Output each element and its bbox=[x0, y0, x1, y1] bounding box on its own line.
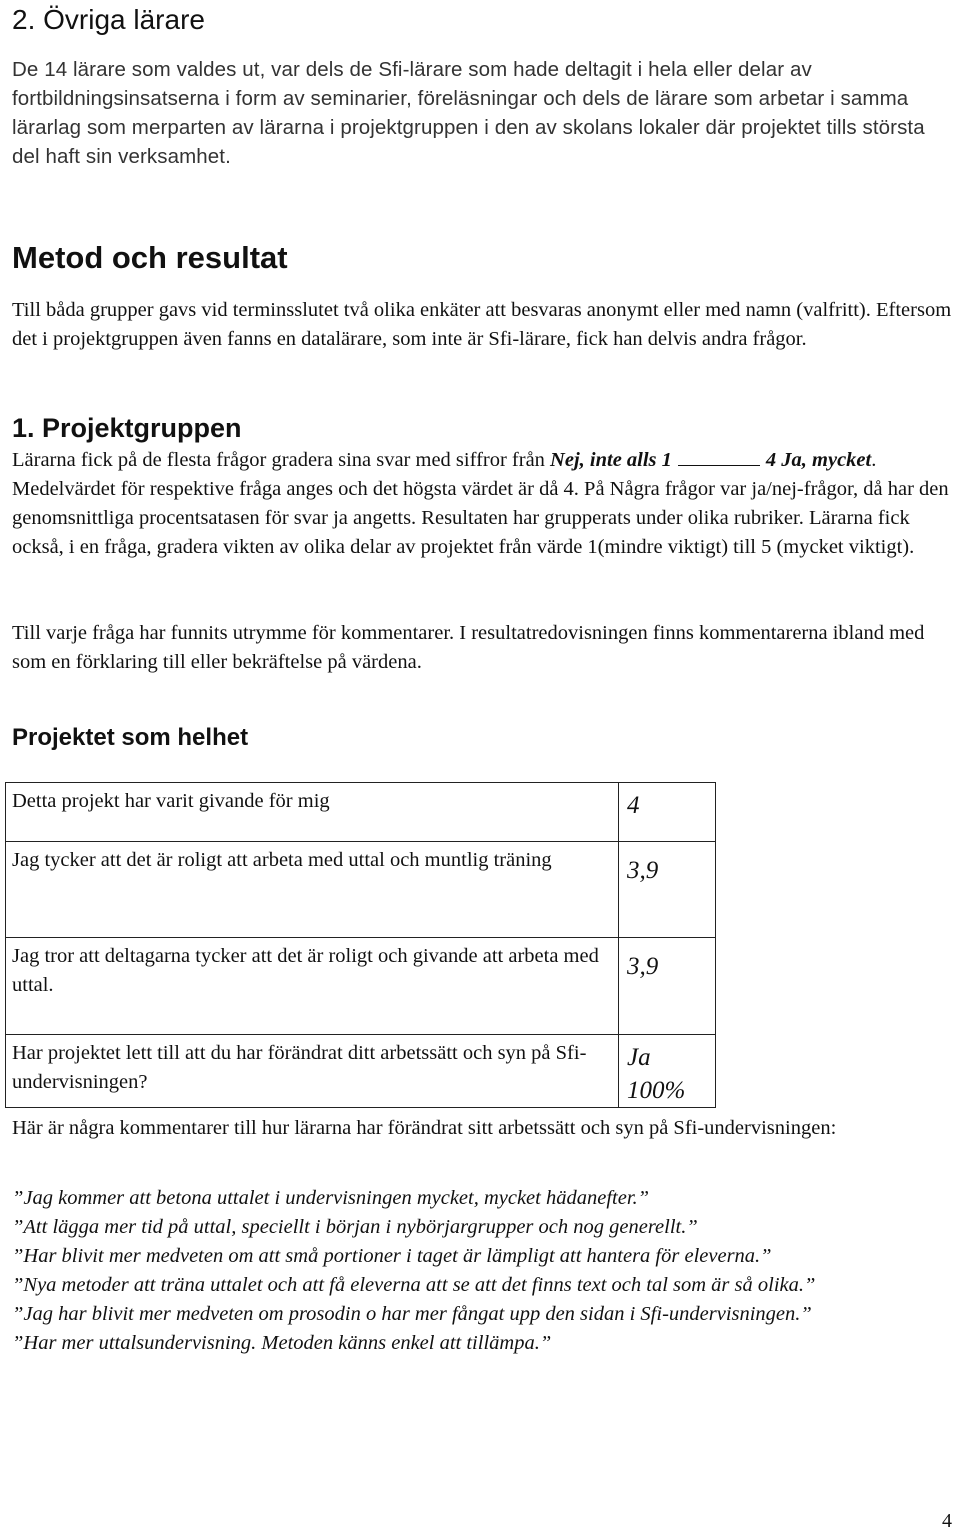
subsection-heading-projektgruppen: 1. Projektgruppen bbox=[12, 413, 242, 443]
quote-item: ”Att lägga mer tid på uttal, speciellt i början i nybörjargrupper och nog generellt.” bbox=[12, 1216, 698, 1238]
quote-item: ”Jag har blivit mer medveten om prosodin o har mer fångat upp den sidan i Sfi-undervisningen.” bbox=[12, 1303, 812, 1325]
quote-item: ”Nya metoder att träna uttalet och att få eleverna att se att det finns text och tal som är så olika.” bbox=[12, 1274, 816, 1296]
kommentarer-paragraph: Till varje fråga har funnits utrymme för kommentarer. I resultatredovisningen finns kommentarerna ibland med som en förklaring till eller bekräftelse på värdena. bbox=[12, 622, 925, 673]
section-heading-metod: Metod och resultat bbox=[12, 240, 288, 275]
table-row bbox=[6, 783, 716, 842]
metod-paragraph: Till båda grupper gavs vid terminsslutet två olika enkäter att besvaras anonymt eller med namn (valfritt). Eftersom det i projektgruppen även fanns en datalärare, som inte är Sfi-lärare, fick han delvis andra frågor. bbox=[12, 299, 952, 350]
question-cell: Jag tycker att det är roligt att arbeta med uttal och muntlig träning bbox=[6, 842, 619, 938]
page-number: 4 bbox=[942, 1510, 952, 1532]
table-row bbox=[6, 1035, 716, 1108]
section-heading-ovriga-larare: 2. Övriga lärare bbox=[12, 4, 205, 35]
question-cell: Har projektet lett till att du har förändrat ditt arbetssätt och syn på Sfi-undervisningen? bbox=[6, 1035, 619, 1108]
quote-item: ”Jag kommer att betona uttalet i undervisningen mycket, mycket hädanefter.” bbox=[12, 1187, 650, 1209]
quotes-list bbox=[12, 1184, 957, 1358]
question-cell: Detta projekt har varit givande för mig bbox=[6, 783, 619, 842]
projektgruppen-text-start: Lärarna fick på de flesta frågor gradera sina svar med siffror från bbox=[12, 449, 551, 471]
results-table bbox=[5, 782, 716, 1108]
quote-item: ”Har blivit mer medveten om att små portioner i taget är lämpligt att hantera för eleverna.” bbox=[12, 1245, 772, 1267]
intro-paragraph: De 14 lärare som valdes ut, var dels de Sfi-lärare som hade deltagit i hela eller delar av fortbildningsinsatserna i form av seminarier, föreläsningar och dels de lärare som arbetar i samma lärarlag som merparten av lärarna i projektgruppen i den av skolans lokaler där projektet tills största del haft sin verksamhet. bbox=[12, 58, 925, 168]
comments-intro: Här är några kommentarer till hur lärarna har förändrat sitt arbetssätt och syn på Sfi-undervisningen: bbox=[12, 1117, 837, 1139]
scale-low-label: Nej, inte alls 1 bbox=[550, 449, 672, 471]
value-cell: 3,9 bbox=[619, 938, 716, 1035]
projektgruppen-text-end: . Medelvärdet för respektive fråga anges och det högsta värdet är då 4. På Några frågor var ja/nej-frågor, då har den genomsnittliga procentsatasen för svar ja angetts. Resultaten har grupperats under olika rubriker. Lärarna fick också, i en fråga, gradera vikten av olika delar av projektet från värde 1(mindre viktigt) till 5 (mycket viktigt). bbox=[12, 449, 949, 558]
quote-item: ”Har mer uttalsundervisning. Metoden känns enkel att tillämpa.” bbox=[12, 1332, 552, 1354]
question-cell: Jag tror att deltagarna tycker att det är roligt och givande att arbeta med uttal. bbox=[6, 938, 619, 1035]
scale-blank-line bbox=[678, 447, 760, 466]
table-row bbox=[6, 842, 716, 938]
scale-high-label: 4 Ja, mycket bbox=[765, 449, 872, 471]
subsection-heading-helhet: Projektet som helhet bbox=[12, 724, 249, 751]
value-cell: 3,9 bbox=[619, 842, 716, 938]
value-cell: 4 bbox=[619, 783, 716, 842]
projektgruppen-paragraph bbox=[12, 446, 957, 562]
value-cell: Ja 100% bbox=[619, 1035, 716, 1108]
table-row bbox=[6, 938, 716, 1035]
